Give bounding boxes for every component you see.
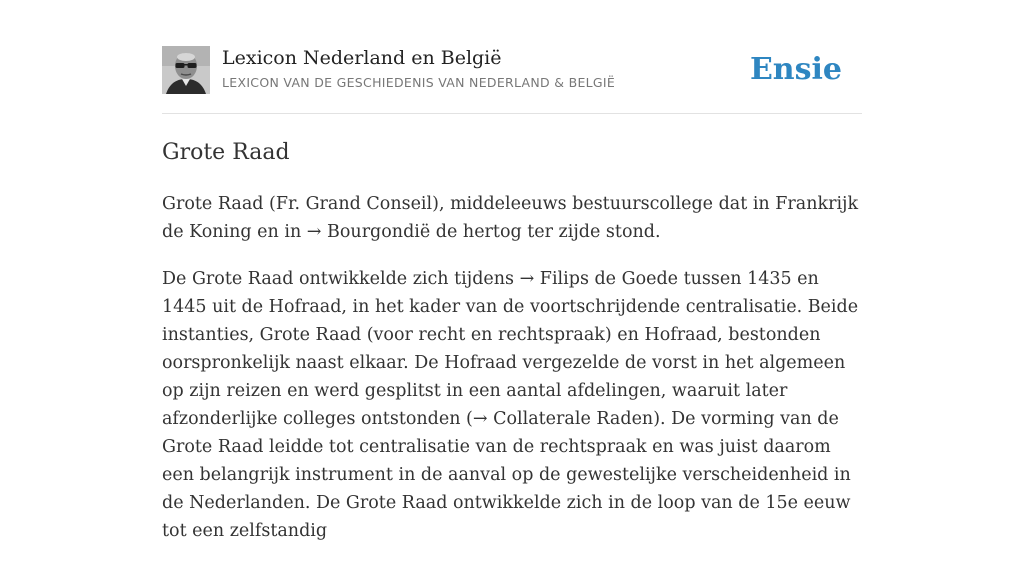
site-subtitle: LEXICON VAN DE GESCHIEDENIS VAN NEDERLAND & BELGIË	[222, 75, 616, 90]
author-portrait-icon[interactable]	[162, 46, 210, 94]
paragraph-text: De Grote Raad ontwikkelde zich tijdens	[162, 269, 520, 289]
article-paragraph-2	[162, 265, 862, 545]
xref-link-collaterale-raden[interactable]: → Collaterale Raden	[472, 409, 654, 429]
site-title-link[interactable]: Lexicon Nederland en België	[222, 47, 502, 69]
article-body	[162, 190, 862, 564]
paragraph-text: de hertog ter zijde stond.	[430, 222, 661, 242]
xref-link-bourgondie[interactable]: → Bourgondië	[306, 222, 431, 242]
article-paragraph-1	[162, 190, 862, 246]
xref-link-filips-de-goede[interactable]: → Filips de Goede	[519, 269, 679, 289]
paragraph-text: ). De vorming van de Grote Raad leidde tot centralisatie van de rechtspraak en was juist daarom een belangrijk instrument in de aanval op de gewestelijke verscheidenheid in de Nederlanden. De Grote Raad ontwikkelde zich in de loop van de 15e eeuw tot een zelfstandig	[162, 409, 851, 541]
ensie-logo-link[interactable]: Ensie	[749, 52, 842, 87]
paragraph-text: tussen 1435 en 1445 uit de Hofraad, in het kader van de voortschrijdende centralisatie. Beide instanties, Grote Raad (voor recht en rechtspraak) en Hofraad, bestonden oorspronkelijk naast elkaar. De Hofraad vergezelde de vorst in het algemeen op zijn reizen en werd gesplitst in een aantal afdelingen, waaruit later afzonderlijke colleges ontstonden (	[162, 269, 859, 429]
article-title: Grote Raad	[162, 140, 290, 165]
paragraph-text: Grote Raad (Fr. Grand Conseil), middeleeuws bestuurscollege dat in Frankrijk de Koning en in	[162, 194, 859, 242]
site-header	[162, 46, 862, 114]
